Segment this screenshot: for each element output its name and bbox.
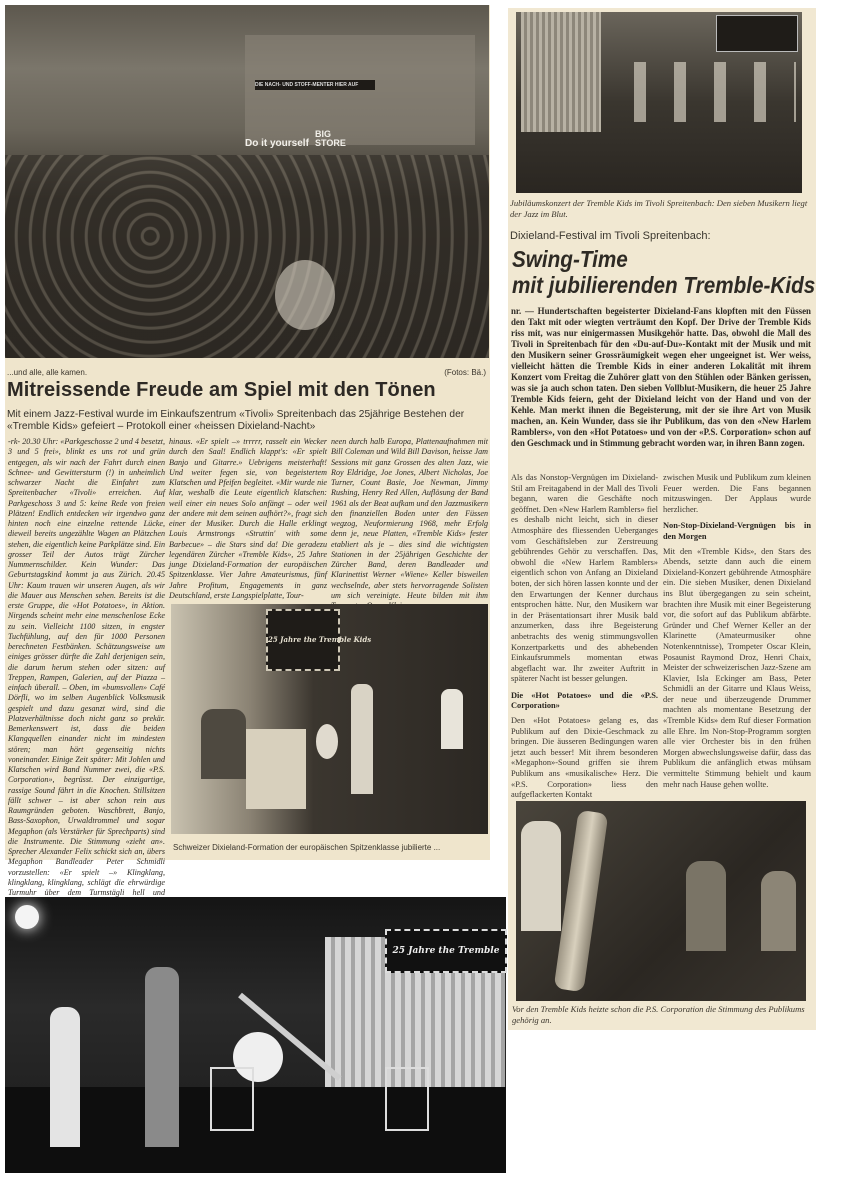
musician-clarinet (441, 689, 463, 749)
mall-facade (245, 35, 475, 145)
headline: Mitreissende Freude am Spiel mit den Tönen (7, 379, 436, 401)
ps-corporation-caption: Vor den Tremble Kids heizte schon die P.S. Corporation die Stimmung des Publikums gehörig an. (512, 1004, 805, 1025)
chair (385, 1067, 429, 1131)
stage-floor (5, 1087, 506, 1173)
paragraph: Den «Hot Potatoes» gelang es, das Publikum auf den Dixie-Geschmack zu bringen. Die äusseren Bedingungen waren jetzt auch besser! Mit ihrem besonderen «Megaphon»-Sound griffen sie ihrem Publikum ans «musikalische» Herz. Die «P.S. Corporation» liess den aufgeflackerten Kontakt (511, 716, 658, 800)
article-column-1 (511, 473, 658, 801)
pianist (201, 709, 246, 779)
headline-line-1: Swing-Time (512, 246, 628, 272)
photo-caption: ...und alle, alle kamen. (7, 368, 88, 377)
article-column-2 (663, 473, 811, 790)
stage-curtain (521, 12, 601, 132)
subheading: Non-Stop-Dixieland-Vergnügen bis in den Morgen (663, 521, 811, 541)
stage-light (15, 905, 39, 929)
big-store-sign: BIG STORE (315, 129, 346, 148)
banjo-player (761, 871, 796, 951)
subheadline: Mit einem Jazz-Festival wurde im Einkaufszentrum «Tivoli» Spreitenbach das 25jährige Bestehen der «Tremble Kids» gefeiert – Protokoll einer «heissen Dixieland-Nacht» (7, 409, 465, 433)
article-column-3: neen durch halb Europa, Plattenaufnahmen mit Bill Coleman und Wild Bill Davison, heisse Jam Sessions mit ganz Grossen des alten Jazz, wie Roy Eldridge, Joe Jones, Albert Nicholas, Joe Turner, Count Basie, Joe Newman, Jimmy Rushing, Henry Red Allen, Auflösung der Band 1961 als der Beat aufkam und den Jazzmusikern den finanziellen Boden unter den Füssen wegzog, Neuformierung 1968, mehr Erfolg denn je, neue Platten, «Tremble Kids» fester etabliert als je – dies sind die wichtigsten Stationen in der 25jährigen Geschichte der Zürcher Band, deren Bandleader und Klarinettist Werner «Wiene» Keller bisweilen wechselnde, aber stets hervorragende Solisten um sich vereinigte. Heute bilden mit ihm (331, 437, 488, 600)
bass-saxophone (554, 810, 609, 992)
musician-white-shirt (50, 1007, 80, 1147)
article-column-1: -rk- 20.30 Uhr: «Parkgeschosse 2 und 4 besetzt, 3 und 5 frei», blinkt es uns rot und grün entgegen, als wir nach der Fahrt durch einen Schnee- und Gewittersturm (!) in unheimlich schwarzer Nacht die Einfahrt zum Spreitenbacher «Tivoli» erreichen. Auf Parkgeschoss 3 und 5: keine Rede von freien Plätzen! Endlich entdecken wir irgendwo ganz hinten noch eine einzelne rettende Lücke, dieweil bereits ungezählte Wagen an Plätzchen stehen, die eigentlich keine Parkplätze sind. Ein grosser Teil der Autos trägt Zürcher Nummernschilder. Kein Wunder: Das Geburtstagskind kommt ja aus Zürich. 20.45 Uhr: Kaum trauen wir unseren Augen, als wir die Mauer aus Menschen sehen. Bereits ist die erste Gruppe, die «Hot Potatoes», in Aktion. Nirgends scheint mehr eine menschenlose Ecke zu sein. Vielleicht 1100 sitzen, in engster Tuchfühlung, auf den für 1000 Personen berechneten Festbänken. Schätzungsweise um einiges grösser dürfte die Zahl derjenigen sein, die darum herum stehen oder sitzen: auf Treppen, Rampen, Galerien, auf der Piazza – einfach überall. – Oben, im «bumsvollen» Café Dörfli, wo im selben Augenblick Volksmusik gespielt und dazu gesanzt wird, sind die Platzverhältnisse doch nicht ganz so prekär. Bemerkenswert ist, dass die beiden Klangquellen einander nicht im mindesten stören; man hört gegenseitig nichts voneinander. Einige Zeit später: Mit Johlen und Klatschen wird Band Nummer zwei, die «P.S. Corporation», begrüsst. Der einzigartige, rassige Sound fährt in die Knochen. Stillsitzen fällt schwer – ist aber schon rein aus Raumgründen geboten. Waschbrett, Banjo, Bass-Saxophon, Urwaldtrommel und sogar Megaphon (als Verstärker für Sprechparts) sind die Instrumente. Die Stimmung «zieht an». Sprecher Alexander Felix schickt sich an, übers Megaphon Bandleader Peter Schmidli vorzustellen: «Er spielt –» Klingklang, klingklang, klingklang, schlägt die ehrwürdige Turmuhr über dem Turmstägli hell und (8, 437, 165, 897)
concert-photo-caption: Jubiläumskonzert der Tremble Kids im Tivoli Spreitenbach: Den sieben Musikern liegt der Jazz im Blut. (510, 198, 808, 219)
piano (246, 729, 306, 809)
crowd-photo (5, 5, 489, 358)
photo-credit: (Fotos: Bä.) (444, 368, 486, 377)
audience (5, 155, 489, 358)
anniversary-banner: 25 Jahre the Tremble (385, 929, 507, 973)
concert-photo (516, 12, 802, 193)
left-clipping (5, 5, 490, 897)
subheading: Die «Hot Potatoes» und die «P.S. Corporation» (511, 690, 658, 711)
do-it-yourself-sign: Do it yourself (245, 138, 309, 149)
lead-paragraph: nr. — Hundertschaften begeisterter Dixieland-Fans klopften mit den Füssen den Takt mit oder wiegten verträumt den Kopf. Der Drive der Tremble Kids riss mit, was nur einigermassen Musikgehör hatte. Das, obwohl die Mall des Tivoli in Spreitenbach für den «Du-auf-Du»-Kontakt mit der Musik und mit den Musikern seiner Grossräumigkeit wegen eher ungeeignet ist. Wer weiss, vielleicht hätten die Tremble Kids in einer anderen Lokalität mit ihrem Konzert vom Freitag die Zuhörer glatt von den Stühlen oder Bänken gerissen, was sie ja auch schon taten. Den sieben Vollblut-Musikern, die heuer 25 Jahre Tremble Kids feiern, geht der Dixieland leicht von der Hand und von der Kehle. Man merkt ihnen die Begeisterung, mit der sie ihre Art von Musik machen, an. Kein Wunder, dass sie ihr Publikum, das von den «New Harlem Ramblers», von den «Hot Potatoes» und von der «P.S. Corporation» schon auf den Geschmack und in Stimmung gebracht worden war, in ihren Bann zogen. (511, 306, 811, 448)
paragraph: Als das Nonstop-Vergnügen im Dixieland-Stil am Freitagabend in der Mall des Tivoli begann, waren die Geschäfte noch geöffnet. Den «New Harlem Ramblers» fiel es deshalb nicht leicht, sich in dieser Atmosphäre des fliessenden Ueberganges vom Geschäftsleben zur Zerstreuung gebührendes Gehör zu verschaffen. Das, obwohl die «New Harlem Ramblers» eigentlich schon von Anfang an Dixieland boten, der sich hören lassen konnte und der den Erwartungen der Kenner durchaus entsprochen hätte. Nur, den Musikern war in der Präsentationsart ihrer Musik bald anzumerken, dass ihre Begeisterung anbetrachts des wenig stimmungsvollen Konzertparketts und des abhebenden Einkaufsrummels momentan etwas abgeflacht war. Ihr zweiter Auftritt in späterer Nacht ist besser gelungen. (511, 473, 658, 684)
musician (521, 821, 561, 931)
band-members (616, 62, 796, 122)
band-photo (171, 604, 488, 834)
musician-standing (145, 967, 179, 1147)
guitarist (686, 861, 726, 951)
mall-sign: DIE NACH- UND STOFF-MENTER HIER AUF (255, 80, 375, 90)
article-column-2: hinaus. «Er spielt –» trrrrr, rasselt ein Wecker durch den Saal! Endlich klappt's: «Er spielt Banjo und Gitarre.» Uebrigens meisterhaft! Und weiter fegen sie, von begeistertem Klatschen und Pfeifen begleitet. «Mir wurde nie klar, weshalb die Leute eigentlich klatschen: weil einer ein neues Solo anfängt – oder weil der andere mit dem seinen aufhört?», fragt sich einer der Musiker. Durch die Halle erklingt Louis Armstrongs «Struttin' with some Barbecue» – die Stars sind da! Die geradezu legendären Zürcher «Tremble Kids», 25 Jahre junge Dixieland-Formation der europäischen Spitzenklasse. Vier Jahre Amateurismus, fünf Jahre Profitum, Engagements in ganz Deutschland, erste Langspielplatte, Tour- (169, 437, 327, 600)
bass-drum (316, 724, 338, 759)
chair (210, 1067, 254, 1131)
ps-corporation-photo (516, 801, 806, 1001)
paragraph: zwischen Musik und Publikum zum kleinen Feuer werden. Die Fans begannen mitzuswingen. Der Applaus wurde herzlicher. (663, 473, 811, 514)
anniversary-banner: 25 Jahre the Tremble Kids (266, 609, 340, 671)
headline (512, 246, 815, 298)
musician-standing (351, 684, 373, 794)
anniversary-banner (716, 15, 798, 52)
paragraph: Mit den «Tremble Kids», den Stars des Abends, setzte dann auch die einem Dixieland-Konzert gebührende Atmosphäre ein. Die sieben Musiker, denen Dixieland ins Blut übergegangen zu sein scheint, brachten ihre Musik mit einer Begeisterung vor, die sofort auf das Publikum abfärbte. Gründer und Chef Werner Keller an der Klarinette (Amateurmusiker ohne Notenkenntnisse), Trompeter Oscar Klein, Posaunist Raymond Droz, Henri Chaix, Meister der schweizerischen Jazz-Szene am Klavier, Isla Eckinger am Bass, Peter Schmidli an der Gitarre und Klaus Weiss, der neue und überzeugende Drummer machten als momentane Besetzung der «Tremble Kids» dem Ruf dieser Formation alle Ehre. Im Non-Stop-Programm sorgten alle vier Orchester bis in den frühen Morgen abwechslungsweise dafür, dass das Publikum die anfänglich etwas mühsam vermittelte Stimmung behielt und kaum mehr nach Hause gehen wollte. (663, 546, 811, 789)
stage-photo-bw (5, 897, 506, 1173)
band-photo-caption: Schweizer Dixieland-Formation der europäischen Spitzenklasse jubilierte ... (173, 843, 441, 852)
right-clipping (508, 8, 816, 1030)
kicker: Dixieland-Festival im Tivoli Spreitenbach: (510, 230, 711, 242)
flower-bouquet (275, 260, 335, 330)
headline-line-2: mit jubilierenden Tremble-Kids (512, 272, 816, 298)
